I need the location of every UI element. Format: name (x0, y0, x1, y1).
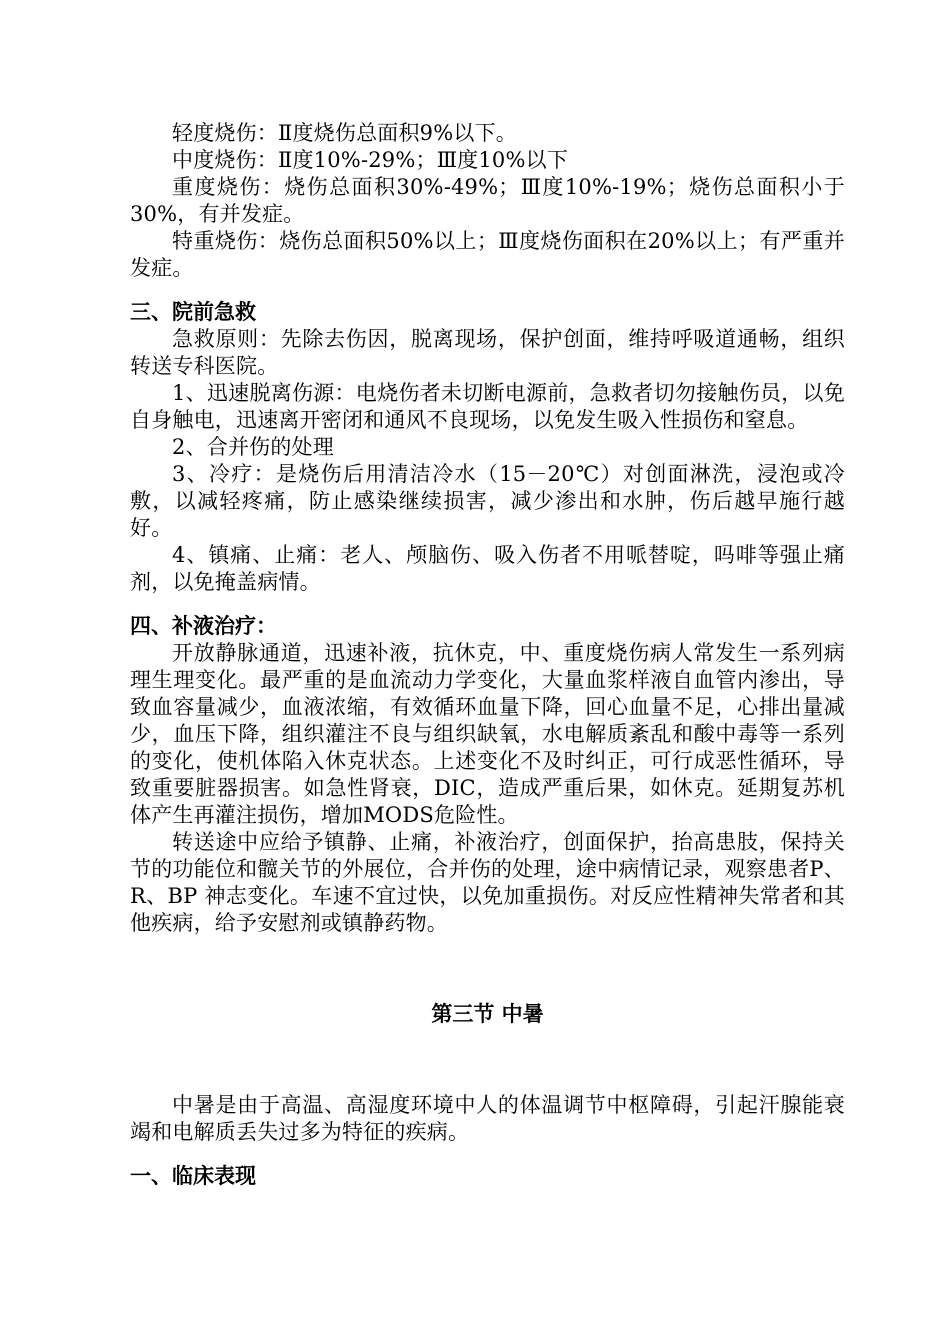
spacer (130, 596, 845, 613)
fluid-therapy-paragraph-1: 开放静脉通道，迅速补液，抗休克，中、重度烧伤病人常发生一系列病理生理变化。最严重的是血流动力学变化，大量血浆样液自血管内渗出，导致血容量减少，血液浓缩，有效循环血量下降，回心血量不足，心排出量减少，血压下降，组织灌注不良与组织缺氧，水电解质紊乱和酸中毒等一系列的变化，使机体陷入休克状态。上述变化不及时纠正，可行成恶性循环，导致重要脏器损害。如急性肾衰，DIC，造成严重后果，如休克。延期复苏机体产生再灌注损伤，增加MODS危险性。 (130, 641, 845, 827)
spacer (130, 282, 845, 299)
burn-grade-moderate: 中度烧伤：Ⅱ度10%-29%；Ⅲ度10%以下 (172, 148, 569, 172)
prehospital-item-1: 1、迅速脱离伤源：电烧伤者未切断电源前，急救者切勿接触伤员，以免自身触电，迅速离开密闭和通风不良现场，以免发生吸入性损伤和窒息。 (130, 381, 845, 432)
prehospital-item-4: 4、镇痛、止痛：老人、颅脑伤、吸入伤者不用哌替啶，吗啡等强止痛剂，以免掩盖病情。 (130, 543, 845, 594)
spacer (130, 1028, 845, 1092)
prehospital-item-3: 3、冷疗：是烧伤后用清洁冷水（15－20℃）对创面淋洗，浸泡或冷敷，以减轻疼痛，防止感染继续损害，减少渗出和水肿，伤后越早施行越好。 (130, 462, 845, 540)
burn-grade-critical: 特重烧伤：烧伤总面积50%以上；Ⅲ度烧伤面积在20%以上；有严重并发症。 (130, 229, 845, 280)
burn-grade-severe: 重度烧伤：烧伤总面积30%-49%；Ⅲ度10%-19%；烧伤总面积小于30%，有并发症。 (130, 175, 845, 226)
fluid-therapy-paragraph-2: 转送途中应给予镇静、止痛，补液治疗，创面保护，抬高患肢，保持关节的功能位和髋关节的外展位，合并伤的处理，途中病情记录，观察患者P、R、BP 神志变化。车速不宜过快，以免加重损伤。对反应性精神失常者和其他疾病，给予安慰剂或镇静药物。 (130, 830, 845, 935)
burn-grade-mild: 轻度烧伤：Ⅱ度烧伤总面积9%以下。 (172, 121, 517, 145)
prehospital-principle: 急救原则：先除去伤因，脱离现场，保护创面，维持呼吸道通畅，组织转送专科医院。 (130, 327, 845, 378)
spacer (130, 937, 845, 1001)
fluid-therapy-heading: 四、补液治疗： (130, 614, 277, 638)
section-title: 第三节 中暑 (431, 1002, 544, 1026)
heatstroke-intro: 中暑是由于高温、高湿度环境中人的体温调节中枢障碍，引起汗腺能衰竭和电解质丢失过多为特征的疾病。 (130, 1093, 845, 1144)
prehospital-item-2: 2、合并伤的处理 (172, 435, 334, 459)
spacer (130, 1146, 845, 1163)
prehospital-heading: 三、院前急救 (130, 300, 256, 324)
clinical-manifestation-heading: 一、临床表现 (130, 1164, 256, 1188)
